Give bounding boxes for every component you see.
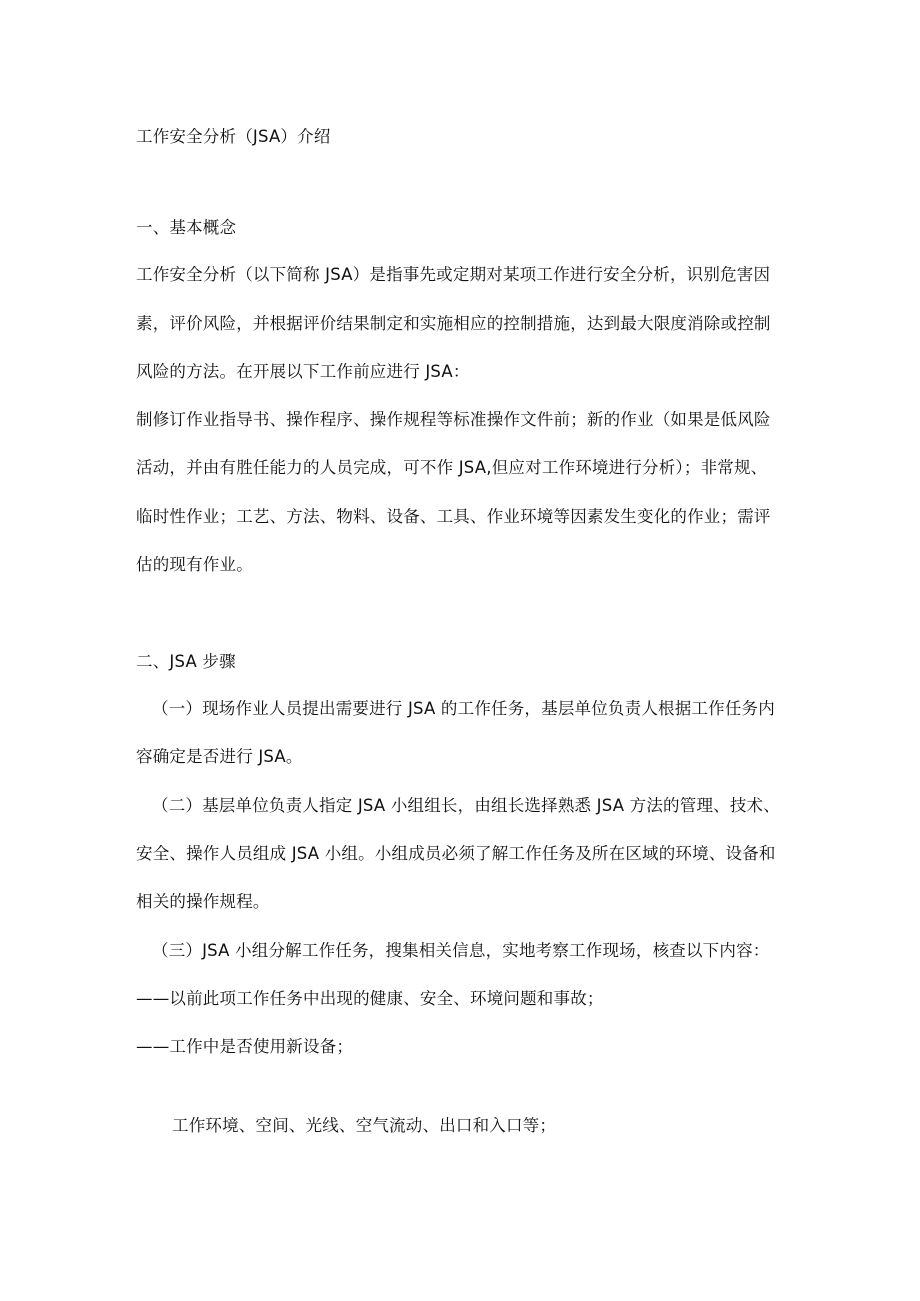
paragraph-line: 风险的方法。在开展以下工作前应进行 JSA：: [136, 362, 470, 381]
step-line: （一）现场作业人员提出需要进行 JSA 的工作任务，基层单位负责人根据工作任务内: [152, 699, 775, 718]
step-line: 容确定是否进行 JSA。: [136, 747, 303, 766]
document-title: 工作安全分析（JSA）介绍: [136, 127, 331, 146]
step-line: （二）基层单位负责人指定 JSA 小组组长，由组长选择熟悉 JSA 方法的管理、技术、: [152, 796, 780, 815]
paragraph-line: 工作安全分析（以下简称 JSA）是指事先或定期对某项工作进行安全分析，识别危害因: [136, 265, 771, 284]
check-item: ——以前此项工作任务中出现的健康、安全、环境问题和事故；: [136, 989, 604, 1008]
step-line: （三）JSA 小组分解工作任务，搜集相关信息，实地考察工作现场，核查以下内容：: [152, 941, 770, 960]
check-item: ——工作中是否使用新设备；: [136, 1037, 354, 1056]
step-line: 安全、操作人员组成 JSA 小组。小组成员必须了解工作任务及所在区域的环境、设备和: [136, 844, 776, 863]
paragraph-line: 估的现有作业。: [136, 555, 253, 574]
paragraph-line: 素，评价风险，并根据评价结果制定和实施相应的控制措施，达到最大限度消除或控制: [136, 314, 771, 333]
paragraph-line: 制修订作业指导书、操作程序、操作规程等标准操作文件前；新的作业（如果是低风险: [136, 410, 771, 429]
section-heading-basic-concept: 一、基本概念: [136, 218, 237, 237]
section-heading-jsa-steps: 二、JSA 步骤: [136, 652, 236, 671]
check-item: 工作环境、空间、光线、空气流动、出口和入口等；: [172, 1116, 557, 1135]
step-line: 相关的操作规程。: [136, 892, 270, 911]
paragraph-line: 活动，并由有胜任能力的人员完成，可不作 JSA,但应对工作环境进行分析）；非常规、: [136, 458, 768, 477]
paragraph-line: 临时性作业；工艺、方法、物料、设备、工具、作业环境等因素发生变化的作业；需评: [136, 507, 771, 526]
